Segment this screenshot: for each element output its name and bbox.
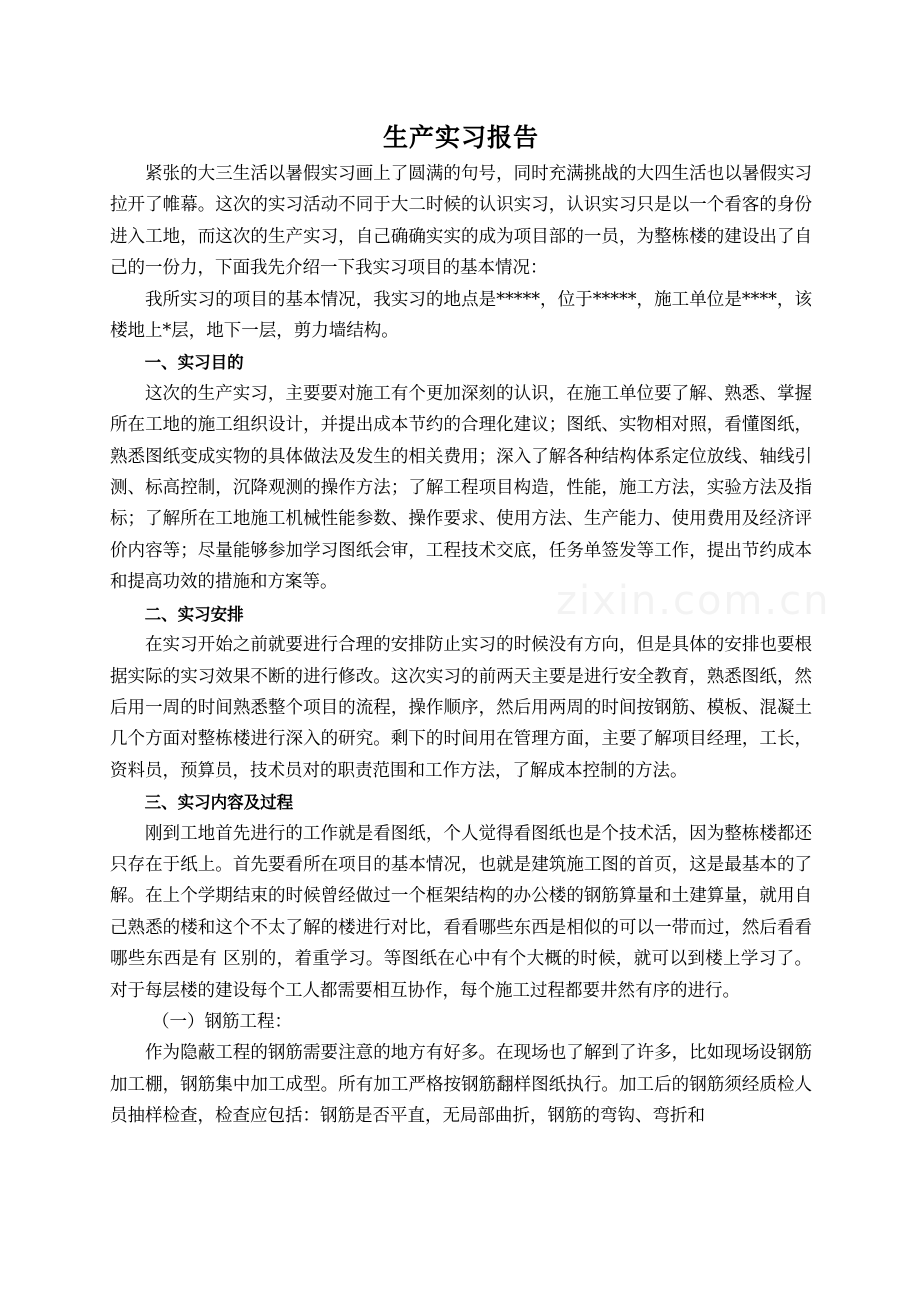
section-heading-purpose: 一、实习目的 — [144, 353, 244, 373]
paragraph-project-info: 我所实习的项目的基本情况，我实习的地点是*****，位于*****，施工单位是****，该楼地上*层，地下一层，剪力墙结构。 — [110, 289, 812, 342]
watermark-text: zixin.com.cn — [556, 578, 831, 624]
subsection-heading-rebar: （一）钢筋工程： — [152, 1011, 292, 1032]
section-heading-arrangement: 二、实习安排 — [144, 604, 244, 624]
paragraph-rebar: 作为隐蔽工程的钢筋需要注意的地方有好多。在现场也了解到了许多，比如现场设钢筋加工棚，钢筋集中加工成型。所有加工严格按钢筋翻样图纸执行。加工后的钢筋须经质检人员抽样检查，检查应包括：钢筋是否平直，无局部曲折，钢筋的弯钩、弯折和 — [110, 1043, 812, 1127]
document-title: 生产实习报告 — [382, 123, 539, 152]
section-heading-content: 三、实习内容及过程 — [144, 793, 294, 813]
paragraph-intro: 紧张的大三生活以暑假实习画上了圆满的句号，同时充满挑战的大四生活也以暑假实习拉开了帷幕。这次的实习活动不同于大二时候的认识实习，认识实习只是以一个看客的身份进入工地，而这次的生产实习，自己确确实实的成为项目部的一员，为整栋楼的建设出了自己的一份力，下面我先介绍一下我实习项目的基本情况： — [110, 164, 812, 279]
document-body — [110, 159, 812, 1133]
paragraph-arrangement: 在实习开始之前就要进行合理的安排防止实习的时候没有方向，但是具体的安排也要根据实际的实习效果不断的进行修改。这次实习的前两天主要是进行安全教育，熟悉图纸，然后用一周的时间熟悉整个项目的流程，操作顺序，然后用两周的时间按钢筋、模板、混凝土几个方面对整栋楼进行深入的研究。剩下的时间用在管理方面，主要了解项目经理，工长，资料员，预算员，技术员对的职责范围和工作方法，了解成本控制的方法。 — [110, 635, 812, 781]
document-page — [110, 118, 812, 1133]
paragraph-purpose: 这次的生产实习，主要要对施工有个更加深刻的认识，在施工单位要了解、熟悉、掌握所在工地的施工组织设计，并提出成本节约的合理化建议；图纸、实物相对照，看懂图纸，熟悉图纸变成实物的具体做法及发生的相关费用；深入了解各种结构体系定位放线、轴线引测、标高控制，沉降观测的操作方法；了解工程项目构造，性能，施工方法，实验方法及指标；了解所在工地施工机械性能参数、操作要求、使用方法、生产能力、使用费用及经济评价内容等；尽量能够参加学习图纸会审，工程技术交底，任务单签发等工作，提出节约成本和提高功效的措施和方案等。 — [110, 383, 812, 593]
paragraph-content: 刚到工地首先进行的工作就是看图纸，个人觉得看图纸也是个技术活，因为整栋楼都还只存在于纸上。首先要看所在项目的基本情况，也就是建筑施工图的首页，这是最基本的了解。在上个学期结束的时候曾经做过一个框架结构的办公楼的钢筋算量和土建算量，就用自己熟悉的楼和这个不太了解的楼进行对比，看看哪些东西是相似的可以一带而过，然后看看哪些东西是有 区别的，着重学习。等图纸在心中有个大概的时候，就可以到楼上学习了。对于每层楼的建设每个工人都需要相互协作，每个施工过程都要井然有序的进行。 — [110, 823, 812, 1001]
